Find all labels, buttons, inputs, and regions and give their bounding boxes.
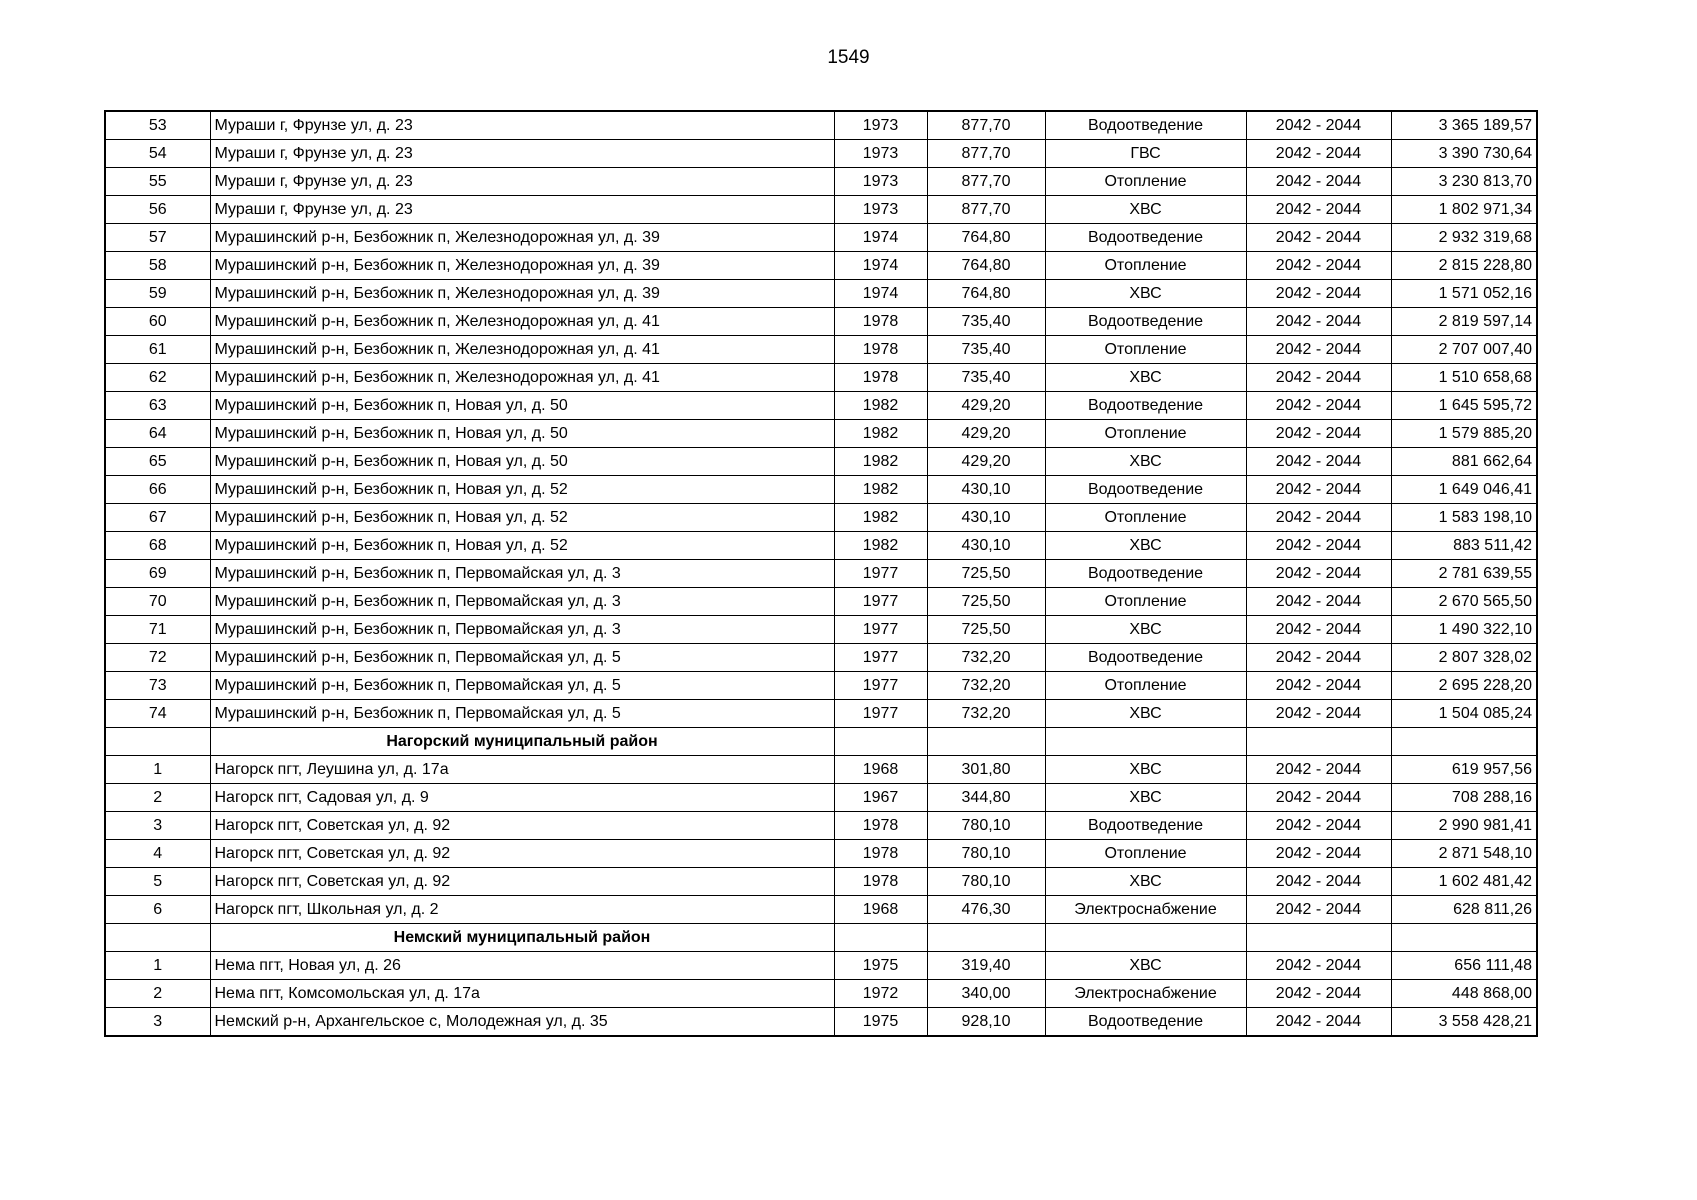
cost-cell: 656 111,48 — [1391, 952, 1537, 980]
registry-table — [104, 110, 1538, 1037]
row-number: 1 — [105, 756, 210, 784]
row-number: 62 — [105, 364, 210, 392]
work-type-cell: ХВС — [1045, 364, 1246, 392]
year-cell: 1982 — [834, 448, 927, 476]
cost-cell: 1 490 322,10 — [1391, 616, 1537, 644]
table-row — [105, 532, 1537, 560]
cost-cell: 1 583 198,10 — [1391, 504, 1537, 532]
year-cell: 1978 — [834, 840, 927, 868]
work-type-cell: ХВС — [1045, 784, 1246, 812]
period-cell: 2042 - 2044 — [1246, 672, 1391, 700]
row-number: 71 — [105, 616, 210, 644]
period-cell: 2042 - 2044 — [1246, 560, 1391, 588]
period-cell: 2042 - 2044 — [1246, 840, 1391, 868]
row-number: 64 — [105, 420, 210, 448]
period-cell: 2042 - 2044 — [1246, 644, 1391, 672]
cost-cell: 3 558 428,21 — [1391, 1008, 1537, 1037]
year-cell: 1978 — [834, 364, 927, 392]
year-cell: 1975 — [834, 1008, 927, 1037]
year-cell: 1974 — [834, 280, 927, 308]
table-row — [105, 1008, 1537, 1037]
work-type-cell: Водоотведение — [1045, 476, 1246, 504]
work-type-cell: Отопление — [1045, 420, 1246, 448]
address-cell: Мурашинский р-н, Безбожник п, Первомайская ул, д. 3 — [210, 560, 834, 588]
period-cell: 2042 - 2044 — [1246, 196, 1391, 224]
cost-cell: 2 781 639,55 — [1391, 560, 1537, 588]
area-cell: 877,70 — [927, 140, 1045, 168]
period-cell: 2042 - 2044 — [1246, 336, 1391, 364]
section-kind-cell — [1045, 728, 1246, 756]
area-cell: 430,10 — [927, 532, 1045, 560]
area-cell: 764,80 — [927, 280, 1045, 308]
cost-cell: 1 802 971,34 — [1391, 196, 1537, 224]
table-row — [105, 224, 1537, 252]
cost-cell: 883 511,42 — [1391, 532, 1537, 560]
row-number: 5 — [105, 868, 210, 896]
year-cell: 1982 — [834, 532, 927, 560]
work-type-cell: Водоотведение — [1045, 644, 1246, 672]
section-area-cell — [927, 728, 1045, 756]
address-cell: Мурашинский р-н, Безбожник п, Железнодорожная ул, д. 41 — [210, 364, 834, 392]
cost-cell: 2 819 597,14 — [1391, 308, 1537, 336]
row-number: 59 — [105, 280, 210, 308]
row-number: 73 — [105, 672, 210, 700]
row-number: 68 — [105, 532, 210, 560]
cost-cell: 628 811,26 — [1391, 896, 1537, 924]
address-cell: Мурашинский р-н, Безбожник п, Первомайская ул, д. 3 — [210, 616, 834, 644]
year-cell: 1977 — [834, 700, 927, 728]
address-cell: Мурашинский р-н, Безбожник п, Железнодорожная ул, д. 39 — [210, 224, 834, 252]
section-year-cell — [834, 924, 927, 952]
address-cell: Нагорск пгт, Советская ул, д. 92 — [210, 840, 834, 868]
cost-cell: 1 579 885,20 — [1391, 420, 1537, 448]
cost-cell: 1 602 481,42 — [1391, 868, 1537, 896]
period-cell: 2042 - 2044 — [1246, 896, 1391, 924]
area-cell: 430,10 — [927, 504, 1045, 532]
period-cell: 2042 - 2044 — [1246, 476, 1391, 504]
area-cell: 725,50 — [927, 616, 1045, 644]
year-cell: 1973 — [834, 140, 927, 168]
address-cell: Мурашинский р-н, Безбожник п, Первомайская ул, д. 5 — [210, 700, 834, 728]
address-cell: Нагорск пгт, Садовая ул, д. 9 — [210, 784, 834, 812]
period-cell: 2042 - 2044 — [1246, 392, 1391, 420]
area-cell: 429,20 — [927, 448, 1045, 476]
area-cell: 877,70 — [927, 168, 1045, 196]
work-type-cell: Электроснабжение — [1045, 980, 1246, 1008]
table-row — [105, 420, 1537, 448]
work-type-cell: Водоотведение — [1045, 308, 1246, 336]
cost-cell: 619 957,56 — [1391, 756, 1537, 784]
cost-cell: 2 807 328,02 — [1391, 644, 1537, 672]
work-type-cell: Отопление — [1045, 336, 1246, 364]
cost-cell: 1 649 046,41 — [1391, 476, 1537, 504]
table-row — [105, 784, 1537, 812]
table-row — [105, 560, 1537, 588]
page-number: 1549 — [827, 47, 870, 68]
address-cell: Мураши г, Фрунзе ул, д. 23 — [210, 140, 834, 168]
cost-cell: 2 871 548,10 — [1391, 840, 1537, 868]
address-cell: Мурашинский р-н, Безбожник п, Новая ул, д. 52 — [210, 476, 834, 504]
cost-cell: 2 990 981,41 — [1391, 812, 1537, 840]
row-number: 2 — [105, 784, 210, 812]
table-row — [105, 392, 1537, 420]
area-cell: 476,30 — [927, 896, 1045, 924]
row-number: 1 — [105, 952, 210, 980]
work-type-cell: ХВС — [1045, 700, 1246, 728]
area-cell: 301,80 — [927, 756, 1045, 784]
row-number: 61 — [105, 336, 210, 364]
year-cell: 1974 — [834, 252, 927, 280]
table-row — [105, 812, 1537, 840]
period-cell: 2042 - 2044 — [1246, 224, 1391, 252]
year-cell: 1978 — [834, 812, 927, 840]
area-cell: 764,80 — [927, 252, 1045, 280]
work-type-cell: Отопление — [1045, 840, 1246, 868]
table-row — [105, 868, 1537, 896]
period-cell: 2042 - 2044 — [1246, 111, 1391, 140]
period-cell: 2042 - 2044 — [1246, 700, 1391, 728]
table-row — [105, 672, 1537, 700]
address-cell: Мурашинский р-н, Безбожник п, Новая ул, д. 52 — [210, 532, 834, 560]
cost-cell: 2 815 228,80 — [1391, 252, 1537, 280]
work-type-cell: Отопление — [1045, 168, 1246, 196]
section-header-row — [105, 924, 1537, 952]
cost-cell: 2 707 007,40 — [1391, 336, 1537, 364]
work-type-cell: ХВС — [1045, 756, 1246, 784]
work-type-cell: Водоотведение — [1045, 812, 1246, 840]
year-cell: 1967 — [834, 784, 927, 812]
section-num-cell — [105, 728, 210, 756]
row-number: 53 — [105, 111, 210, 140]
section-header-row — [105, 728, 1537, 756]
work-type-cell: Отопление — [1045, 588, 1246, 616]
section-num-cell — [105, 924, 210, 952]
period-cell: 2042 - 2044 — [1246, 812, 1391, 840]
year-cell: 1982 — [834, 504, 927, 532]
address-cell: Мурашинский р-н, Безбожник п, Новая ул, д. 50 — [210, 448, 834, 476]
area-cell: 780,10 — [927, 868, 1045, 896]
work-type-cell: ХВС — [1045, 952, 1246, 980]
table-row — [105, 280, 1537, 308]
period-cell: 2042 - 2044 — [1246, 168, 1391, 196]
work-type-cell: ХВС — [1045, 280, 1246, 308]
area-cell: 340,00 — [927, 980, 1045, 1008]
work-type-cell: ХВС — [1045, 448, 1246, 476]
cost-cell: 1 510 658,68 — [1391, 364, 1537, 392]
cost-cell: 708 288,16 — [1391, 784, 1537, 812]
row-number: 55 — [105, 168, 210, 196]
period-cell: 2042 - 2044 — [1246, 308, 1391, 336]
year-cell: 1977 — [834, 644, 927, 672]
cost-cell: 3 390 730,64 — [1391, 140, 1537, 168]
area-cell: 877,70 — [927, 196, 1045, 224]
period-cell: 2042 - 2044 — [1246, 280, 1391, 308]
year-cell: 1975 — [834, 952, 927, 980]
row-number: 58 — [105, 252, 210, 280]
year-cell: 1982 — [834, 420, 927, 448]
row-number: 56 — [105, 196, 210, 224]
row-number: 54 — [105, 140, 210, 168]
row-number: 57 — [105, 224, 210, 252]
cost-cell: 2 695 228,20 — [1391, 672, 1537, 700]
year-cell: 1977 — [834, 588, 927, 616]
address-cell: Нагорск пгт, Советская ул, д. 92 — [210, 812, 834, 840]
section-period-cell — [1246, 728, 1391, 756]
cost-cell: 1 571 052,16 — [1391, 280, 1537, 308]
row-number: 3 — [105, 1008, 210, 1037]
row-number: 63 — [105, 392, 210, 420]
table-row — [105, 364, 1537, 392]
address-cell: Нагорск пгт, Школьная ул, д. 2 — [210, 896, 834, 924]
table-row — [105, 476, 1537, 504]
work-type-cell: Водоотведение — [1045, 224, 1246, 252]
work-type-cell: Водоотведение — [1045, 111, 1246, 140]
year-cell: 1978 — [834, 308, 927, 336]
address-cell: Мураши г, Фрунзе ул, д. 23 — [210, 196, 834, 224]
area-cell: 429,20 — [927, 392, 1045, 420]
table-row — [105, 896, 1537, 924]
address-cell: Нагорск пгт, Советская ул, д. 92 — [210, 868, 834, 896]
year-cell: 1978 — [834, 868, 927, 896]
period-cell: 2042 - 2044 — [1246, 504, 1391, 532]
area-cell: 735,40 — [927, 336, 1045, 364]
table-row — [105, 196, 1537, 224]
area-cell: 319,40 — [927, 952, 1045, 980]
period-cell: 2042 - 2044 — [1246, 1008, 1391, 1037]
row-number: 72 — [105, 644, 210, 672]
cost-cell: 3 230 813,70 — [1391, 168, 1537, 196]
table-row — [105, 644, 1537, 672]
address-cell: Нагорск пгт, Леушина ул, д. 17а — [210, 756, 834, 784]
area-cell: 725,50 — [927, 560, 1045, 588]
area-cell: 430,10 — [927, 476, 1045, 504]
period-cell: 2042 - 2044 — [1246, 980, 1391, 1008]
cost-cell: 1 504 085,24 — [1391, 700, 1537, 728]
period-cell: 2042 - 2044 — [1246, 952, 1391, 980]
work-type-cell: Электроснабжение — [1045, 896, 1246, 924]
work-type-cell: Отопление — [1045, 252, 1246, 280]
address-cell: Мураши г, Фрунзе ул, д. 23 — [210, 168, 834, 196]
period-cell: 2042 - 2044 — [1246, 420, 1391, 448]
cost-cell: 1 645 595,72 — [1391, 392, 1537, 420]
year-cell: 1982 — [834, 392, 927, 420]
work-type-cell: Водоотведение — [1045, 560, 1246, 588]
table-row — [105, 252, 1537, 280]
year-cell: 1973 — [834, 168, 927, 196]
table-row — [105, 336, 1537, 364]
table-row — [105, 756, 1537, 784]
table-row — [105, 700, 1537, 728]
area-cell: 732,20 — [927, 672, 1045, 700]
period-cell: 2042 - 2044 — [1246, 532, 1391, 560]
row-number: 65 — [105, 448, 210, 476]
area-cell: 735,40 — [927, 308, 1045, 336]
section-title: Немский муниципальный район — [210, 924, 834, 952]
table-row — [105, 140, 1537, 168]
work-type-cell: ХВС — [1045, 616, 1246, 644]
period-cell: 2042 - 2044 — [1246, 448, 1391, 476]
area-cell: 732,20 — [927, 700, 1045, 728]
period-cell: 2042 - 2044 — [1246, 140, 1391, 168]
cost-cell: 881 662,64 — [1391, 448, 1537, 476]
area-cell: 780,10 — [927, 812, 1045, 840]
row-number: 6 — [105, 896, 210, 924]
section-cost-cell — [1391, 728, 1537, 756]
section-cost-cell — [1391, 924, 1537, 952]
table-row — [105, 448, 1537, 476]
year-cell: 1968 — [834, 896, 927, 924]
work-type-cell: Водоотведение — [1045, 1008, 1246, 1037]
address-cell: Мурашинский р-н, Безбожник п, Первомайская ул, д. 3 — [210, 588, 834, 616]
section-title: Нагорский муниципальный район — [210, 728, 834, 756]
row-number: 66 — [105, 476, 210, 504]
address-cell: Мурашинский р-н, Безбожник п, Железнодорожная ул, д. 41 — [210, 336, 834, 364]
section-kind-cell — [1045, 924, 1246, 952]
address-cell: Немский р-н, Архангельское с, Молодежная ул, д. 35 — [210, 1008, 834, 1037]
area-cell: 877,70 — [927, 111, 1045, 140]
row-number: 69 — [105, 560, 210, 588]
address-cell: Мурашинский р-н, Безбожник п, Новая ул, д. 50 — [210, 420, 834, 448]
address-cell: Нема пгт, Новая ул, д. 26 — [210, 952, 834, 980]
table-body — [105, 111, 1537, 1036]
period-cell: 2042 - 2044 — [1246, 616, 1391, 644]
address-cell: Мурашинский р-н, Безбожник п, Первомайская ул, д. 5 — [210, 672, 834, 700]
table-row — [105, 168, 1537, 196]
work-type-cell: Отопление — [1045, 504, 1246, 532]
year-cell: 1973 — [834, 196, 927, 224]
row-number: 2 — [105, 980, 210, 1008]
year-cell: 1973 — [834, 111, 927, 140]
section-period-cell — [1246, 924, 1391, 952]
year-cell: 1977 — [834, 560, 927, 588]
table-row — [105, 980, 1537, 1008]
table-row — [105, 616, 1537, 644]
period-cell: 2042 - 2044 — [1246, 868, 1391, 896]
area-cell: 928,10 — [927, 1008, 1045, 1037]
cost-cell: 448 868,00 — [1391, 980, 1537, 1008]
area-cell: 780,10 — [927, 840, 1045, 868]
row-number: 4 — [105, 840, 210, 868]
address-cell: Мурашинский р-н, Безбожник п, Новая ул, д. 50 — [210, 392, 834, 420]
work-type-cell: ХВС — [1045, 532, 1246, 560]
work-type-cell: Отопление — [1045, 672, 1246, 700]
year-cell: 1982 — [834, 476, 927, 504]
table-row — [105, 504, 1537, 532]
address-cell: Мурашинский р-н, Безбожник п, Первомайская ул, д. 5 — [210, 644, 834, 672]
table-row — [105, 840, 1537, 868]
year-cell: 1974 — [834, 224, 927, 252]
row-number: 3 — [105, 812, 210, 840]
area-cell: 732,20 — [927, 644, 1045, 672]
area-cell: 429,20 — [927, 420, 1045, 448]
area-cell: 725,50 — [927, 588, 1045, 616]
area-cell: 344,80 — [927, 784, 1045, 812]
cost-cell: 3 365 189,57 — [1391, 111, 1537, 140]
row-number: 70 — [105, 588, 210, 616]
year-cell: 1977 — [834, 672, 927, 700]
period-cell: 2042 - 2044 — [1246, 364, 1391, 392]
cost-cell: 2 670 565,50 — [1391, 588, 1537, 616]
work-type-cell: ГВС — [1045, 140, 1246, 168]
table-row — [105, 308, 1537, 336]
period-cell: 2042 - 2044 — [1246, 756, 1391, 784]
table-row — [105, 111, 1537, 140]
work-type-cell: Водоотведение — [1045, 392, 1246, 420]
section-year-cell — [834, 728, 927, 756]
period-cell: 2042 - 2044 — [1246, 588, 1391, 616]
year-cell: 1978 — [834, 336, 927, 364]
work-type-cell: ХВС — [1045, 196, 1246, 224]
work-type-cell: ХВС — [1045, 868, 1246, 896]
table-row — [105, 952, 1537, 980]
year-cell: 1972 — [834, 980, 927, 1008]
year-cell: 1977 — [834, 616, 927, 644]
period-cell: 2042 - 2044 — [1246, 252, 1391, 280]
period-cell: 2042 - 2044 — [1246, 784, 1391, 812]
address-cell: Мурашинский р-н, Безбожник п, Железнодорожная ул, д. 39 — [210, 280, 834, 308]
address-cell: Мурашинский р-н, Безбожник п, Железнодорожная ул, д. 41 — [210, 308, 834, 336]
row-number: 67 — [105, 504, 210, 532]
year-cell: 1968 — [834, 756, 927, 784]
table-row — [105, 588, 1537, 616]
address-cell: Мурашинский р-н, Безбожник п, Железнодорожная ул, д. 39 — [210, 252, 834, 280]
section-area-cell — [927, 924, 1045, 952]
area-cell: 764,80 — [927, 224, 1045, 252]
area-cell: 735,40 — [927, 364, 1045, 392]
address-cell: Мураши г, Фрунзе ул, д. 23 — [210, 111, 834, 140]
cost-cell: 2 932 319,68 — [1391, 224, 1537, 252]
address-cell: Мурашинский р-н, Безбожник п, Новая ул, д. 52 — [210, 504, 834, 532]
row-number: 74 — [105, 700, 210, 728]
row-number: 60 — [105, 308, 210, 336]
address-cell: Нема пгт, Комсомольская ул, д. 17а — [210, 980, 834, 1008]
